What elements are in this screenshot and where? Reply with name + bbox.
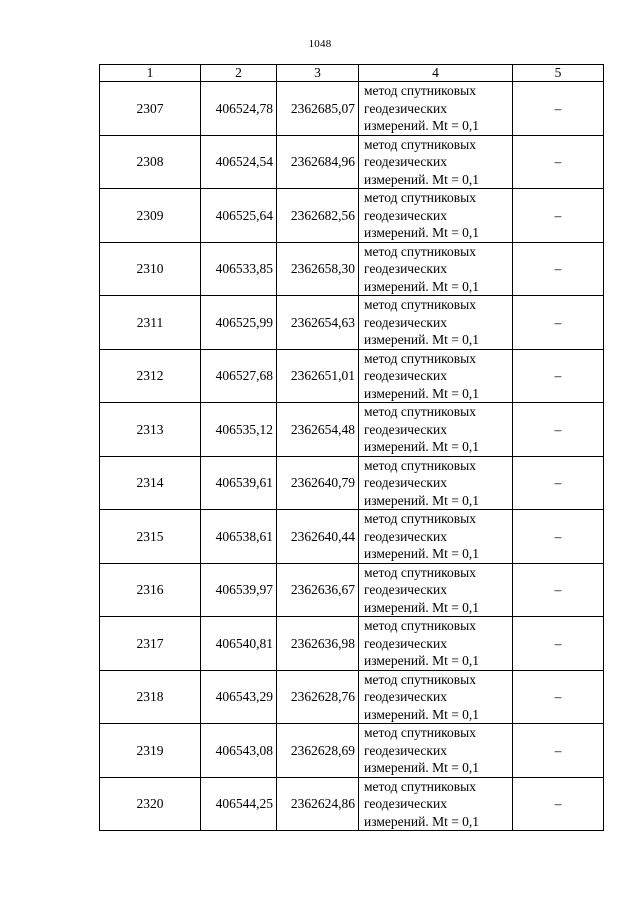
method-text-line: метод спутниковых: [364, 297, 476, 312]
method-cell: [359, 242, 513, 296]
method-text-line: геодезических: [364, 635, 447, 651]
coordinate-y-cell: 2362640,44: [277, 510, 359, 564]
note-cell: –: [513, 82, 604, 136]
coordinate-x-cell: 406525,64: [201, 189, 277, 243]
coordinate-y-cell: 2362684,96: [277, 135, 359, 189]
method-text-line: геодезических: [364, 368, 447, 383]
method-cell: [359, 403, 513, 457]
method-cell: [359, 456, 513, 510]
method-text-line: измерений. Mt = 0,1: [364, 225, 480, 240]
method-text-line: метод спутниковых: [364, 457, 476, 473]
note-cell: –: [513, 403, 604, 457]
table-row: [100, 296, 604, 350]
point-number-cell: 2311: [100, 296, 201, 350]
coordinate-x-cell: 406524,78: [201, 82, 277, 136]
table-row: [100, 82, 604, 136]
method-text-line: метод спутниковых: [364, 404, 476, 419]
column-header-1: 1: [100, 65, 201, 82]
coordinate-y-cell: 2362628,76: [277, 670, 359, 724]
method-text-line: геодезических: [364, 207, 447, 223]
note-cell: –: [513, 242, 604, 296]
method-text-line: измерений. Mt = 0,1: [364, 278, 480, 294]
method-text-line: геодезических: [364, 154, 447, 169]
method-text-line: измерений. Mt = 0,1: [364, 118, 480, 133]
method-cell: [359, 670, 513, 724]
point-number-cell: 2308: [100, 135, 201, 189]
point-number-cell: 2318: [100, 670, 201, 724]
coordinate-y-cell: 2362624,86: [277, 777, 359, 831]
note-cell: –: [513, 456, 604, 510]
point-number-cell: 2315: [100, 510, 201, 564]
table-row: [100, 403, 604, 457]
column-header-3: 3: [277, 65, 359, 82]
coordinate-x-cell: 406540,81: [201, 617, 277, 671]
coordinate-y-cell: 2362654,63: [277, 296, 359, 350]
table-header-row: [100, 65, 604, 82]
coordinate-y-cell: 2362636,67: [277, 563, 359, 617]
method-text-line: геодезических: [364, 528, 447, 544]
method-text-line: геодезических: [364, 689, 447, 704]
method-cell: [359, 724, 513, 778]
method-text-line: измерений. Mt = 0,1: [364, 706, 480, 722]
point-number-cell: 2312: [100, 349, 201, 403]
method-cell: [359, 135, 513, 189]
point-number-cell: 2317: [100, 617, 201, 671]
method-text-line: метод спутниковых: [364, 618, 476, 633]
method-text-line: измерений. Mt = 0,1: [364, 332, 480, 347]
method-text-line: метод спутниковых: [364, 243, 476, 259]
method-text-line: метод спутниковых: [364, 83, 476, 98]
method-text-line: геодезических: [364, 582, 447, 597]
note-cell: –: [513, 670, 604, 724]
coordinate-y-cell: 2362654,48: [277, 403, 359, 457]
column-header-4: 4: [359, 65, 513, 82]
table-row: [100, 456, 604, 510]
method-text-line: измерений. Mt = 0,1: [364, 171, 480, 187]
method-text-line: метод спутниковых: [364, 671, 476, 687]
coordinate-x-cell: 406544,25: [201, 777, 277, 831]
table-row: [100, 189, 604, 243]
coordinate-x-cell: 406543,29: [201, 670, 277, 724]
column-header-2: 2: [201, 65, 277, 82]
point-number-cell: 2307: [100, 82, 201, 136]
page-number: 1048: [308, 38, 332, 50]
point-number-cell: 2314: [100, 456, 201, 510]
note-cell: –: [513, 135, 604, 189]
method-text-line: метод спутниковых: [364, 725, 476, 740]
table-row: [100, 724, 604, 778]
method-cell: [359, 296, 513, 350]
note-cell: –: [513, 777, 604, 831]
method-text-line: геодезических: [364, 100, 447, 116]
method-text-line: метод спутниковых: [364, 190, 476, 205]
method-cell: [359, 777, 513, 831]
coordinate-y-cell: 2362628,69: [277, 724, 359, 778]
table-row: [100, 563, 604, 617]
point-number-cell: 2309: [100, 189, 201, 243]
method-text-line: геодезических: [364, 475, 447, 490]
method-text-line: метод спутниковых: [364, 564, 476, 580]
table-row: [100, 670, 604, 724]
method-text-line: геодезических: [364, 314, 447, 330]
column-header-5: 5: [513, 65, 604, 82]
note-cell: –: [513, 189, 604, 243]
method-text-line: геодезических: [364, 421, 447, 437]
note-cell: –: [513, 296, 604, 350]
note-cell: –: [513, 349, 604, 403]
point-number-cell: 2310: [100, 242, 201, 296]
point-number-cell: 2320: [100, 777, 201, 831]
note-cell: –: [513, 724, 604, 778]
method-cell: [359, 563, 513, 617]
method-text-line: измерений. Mt = 0,1: [364, 760, 480, 775]
table-row: [100, 349, 604, 403]
coordinate-x-cell: 406527,68: [201, 349, 277, 403]
method-text-line: метод спутниковых: [364, 136, 476, 152]
method-cell: [359, 82, 513, 136]
method-cell: [359, 617, 513, 671]
coordinate-y-cell: 2362651,01: [277, 349, 359, 403]
coordinate-y-cell: 2362682,56: [277, 189, 359, 243]
method-text-line: измерений. Mt = 0,1: [364, 546, 480, 561]
method-text-line: геодезических: [364, 261, 447, 276]
coordinate-y-cell: 2362685,07: [277, 82, 359, 136]
method-text-line: геодезических: [364, 796, 447, 811]
note-cell: –: [513, 563, 604, 617]
coordinate-x-cell: 406533,85: [201, 242, 277, 296]
method-cell: [359, 189, 513, 243]
method-text-line: измерений. Mt = 0,1: [364, 653, 480, 668]
method-text-line: измерений. Mt = 0,1: [364, 813, 480, 829]
coordinate-y-cell: 2362636,98: [277, 617, 359, 671]
method-text-line: измерений. Mt = 0,1: [364, 599, 480, 615]
method-cell: [359, 510, 513, 564]
point-number-cell: 2316: [100, 563, 201, 617]
table-row: [100, 242, 604, 296]
table-row: [100, 135, 604, 189]
table-row: [100, 777, 604, 831]
method-cell: [359, 349, 513, 403]
method-text-line: метод спутниковых: [364, 511, 476, 526]
note-cell: –: [513, 510, 604, 564]
method-text-line: измерений. Mt = 0,1: [364, 492, 480, 508]
coordinate-x-cell: 406543,08: [201, 724, 277, 778]
point-number-cell: 2313: [100, 403, 201, 457]
method-text-line: метод спутниковых: [364, 350, 476, 366]
method-text-line: измерений. Mt = 0,1: [364, 439, 480, 454]
coordinates-table: [99, 64, 604, 831]
table-row: [100, 617, 604, 671]
note-cell: –: [513, 617, 604, 671]
coordinate-x-cell: 406524,54: [201, 135, 277, 189]
table-row: [100, 510, 604, 564]
coordinate-x-cell: 406539,97: [201, 563, 277, 617]
coordinate-x-cell: 406538,61: [201, 510, 277, 564]
coordinate-x-cell: 406535,12: [201, 403, 277, 457]
point-number-cell: 2319: [100, 724, 201, 778]
coordinate-y-cell: 2362658,30: [277, 242, 359, 296]
method-text-line: геодезических: [364, 742, 447, 758]
method-text-line: измерений. Mt = 0,1: [364, 385, 480, 401]
coordinate-x-cell: 406525,99: [201, 296, 277, 350]
coordinate-y-cell: 2362640,79: [277, 456, 359, 510]
method-text-line: метод спутниковых: [364, 778, 476, 794]
coordinate-x-cell: 406539,61: [201, 456, 277, 510]
